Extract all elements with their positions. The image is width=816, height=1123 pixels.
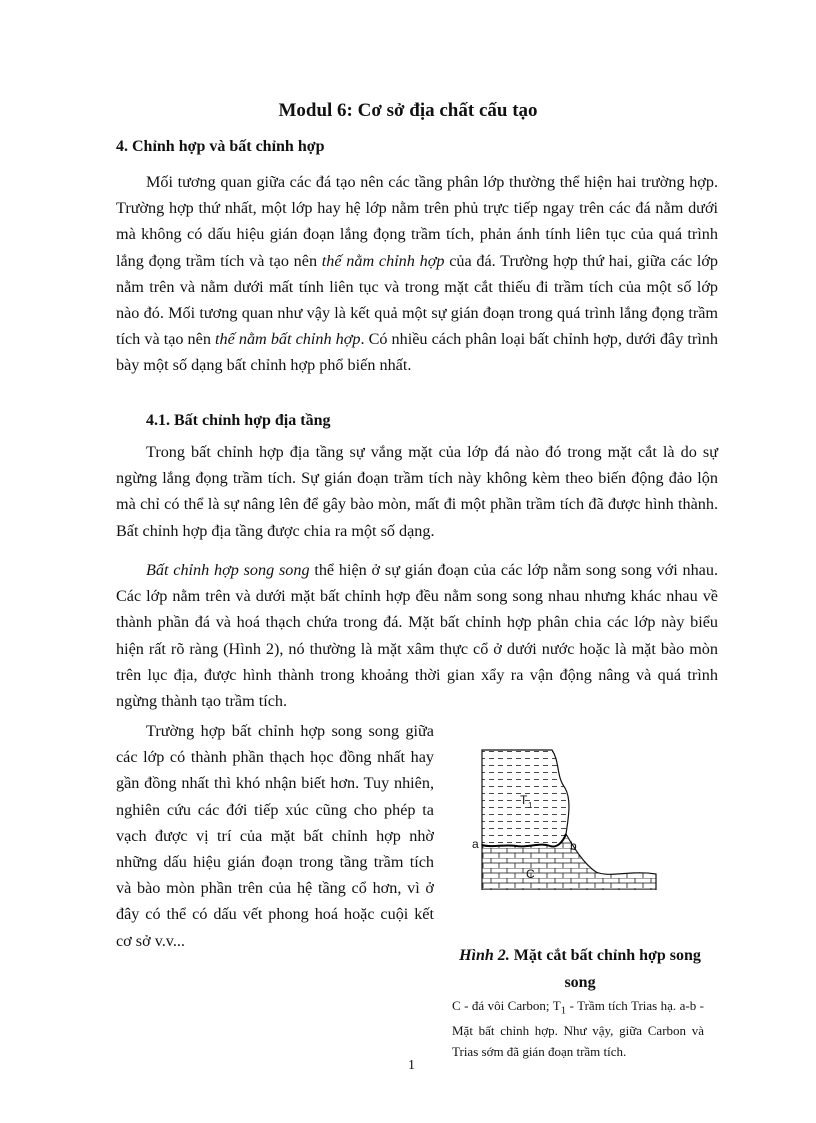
cross-section-figure bbox=[470, 748, 670, 890]
label-point-b: b bbox=[570, 839, 577, 853]
paragraph-intro bbox=[116, 169, 718, 379]
caption-text: Mặt cắt bất chỉnh hợp song song bbox=[509, 947, 701, 991]
term-conformity: thế nằm chỉnh hợp bbox=[321, 251, 445, 270]
paragraph-stratigraphic: Trong bất chỉnh hợp địa tầng sự vắng mặt của lớp đá nào đó trong mặt cắt là do sự ngừng lắng đọng trầm tích. Sự gián đoạn trầm tích này không kèm theo biến động đảo lộn mà chỉ có thể là sự nâng lên để gây bào mòn, mất đi một phần trầm tích đã được hình thành. Bất chỉnh hợp địa tầng được chia ra một số dạng. bbox=[116, 443, 718, 540]
paragraph-text: thể hiện ở sự gián đoạn của các lớp nằm song song với nhau. Các lớp nằm trên và dưới mặt bất chỉnh hợp đều nằm song song nhau nhưng khác nhau về thành phần đá và hoá thạch chứa trong đá. Mặt bất chỉnh hợp phân chia các lớp này biểu hiện rất rõ ràng (Hình 2), nó thường là mặt xâm thực cổ ở dưới nước hoặc là mặt bào mòn trên lục địa, được hình thành trong khoảng thời gian xẩy ra vận động nâng và quá trình ngừng thành tạo trầm tích. bbox=[116, 561, 718, 711]
caption-prefix: Hình 2. bbox=[459, 947, 510, 964]
paragraph-text: . Có nhiều cách phân loại bất chỉnh hợp, dưới đây trình bày một số dạng bất chỉnh hợp phổ biến nhất. bbox=[116, 330, 718, 375]
paragraph-text: của đá. Trường hợp thứ hai, giữa các lớp nằm trên và nằm dưới mất tính liên tục và trong mặt cắt thiếu đi trầm tích của một số lớp nào đó. Mối tương quan như vậy là kết quả một sự gián đoạn trong quá trình lắng đọng trầm tích và tạo nên bbox=[116, 251, 719, 349]
figure-caption bbox=[450, 942, 710, 996]
legend-subscript: 1 bbox=[560, 1004, 567, 1017]
page-number: 1 bbox=[408, 1058, 415, 1073]
term-unconformity: thế nằm bất chỉnh hợp bbox=[215, 330, 361, 349]
legend-text: C - đá vôi Carbon; T bbox=[452, 998, 561, 1013]
section-heading: 4. Chỉnh hợp và bất chỉnh hợp bbox=[116, 138, 325, 155]
subsection-heading: 4.1. Bất chỉnh hợp địa tầng bbox=[146, 412, 331, 429]
figure-legend bbox=[452, 996, 704, 1062]
label-carbon: C bbox=[526, 867, 535, 881]
label-triassic: T bbox=[520, 793, 528, 807]
label-point-a: a bbox=[472, 837, 479, 851]
page-title: Modul 6: Cơ sở địa chất cấu tạo bbox=[278, 100, 538, 121]
term-parallel-unconformity: Bất chỉnh hợp song song bbox=[146, 561, 310, 579]
label-triassic-sub: 1 bbox=[528, 801, 533, 810]
paragraph-text: Mối tương quan giữa các đá tạo nên các tầng phân lớp thường thể hiện hai trường hợp. Trường hợp thứ nhất, một lớp hay hệ lớp nằm trên phủ trực tiếp ngay trên các đá nằm dưới mà không có dấu hiệu gián đoạn lắng đọng trầm tích, phản ánh tính liên tục của quá trình lắng đọng trầm tích và tạo nên bbox=[116, 173, 718, 270]
legend-text: - Trầm tích Trias hạ. a-b - Mặt bất chỉnh hợp. Như vậy, giữa Carbon và Trias sớm đã gián đoạn trầm tích. bbox=[452, 998, 704, 1059]
paragraph-parallel bbox=[116, 557, 718, 714]
paragraph-lithology: Trường hợp bất chỉnh hợp song song giữa các lớp có thành phần thạch học đồng nhất hay gần đồng nhất thì khó nhận biết hơn. Tuy nhiên, nghiên cứu các đới tiếp xúc cũng cho phép ta vạch được vị trí của mặt bất chỉnh hợp nhờ những dấu hiệu gián đoạn trong tầng trầm tích và bào mòn phần trên của hệ tầng cổ hơn, vì ở đây có thể có dấu vết phong hoá hoặc cuội kết cơ sở v.v... bbox=[116, 722, 434, 950]
